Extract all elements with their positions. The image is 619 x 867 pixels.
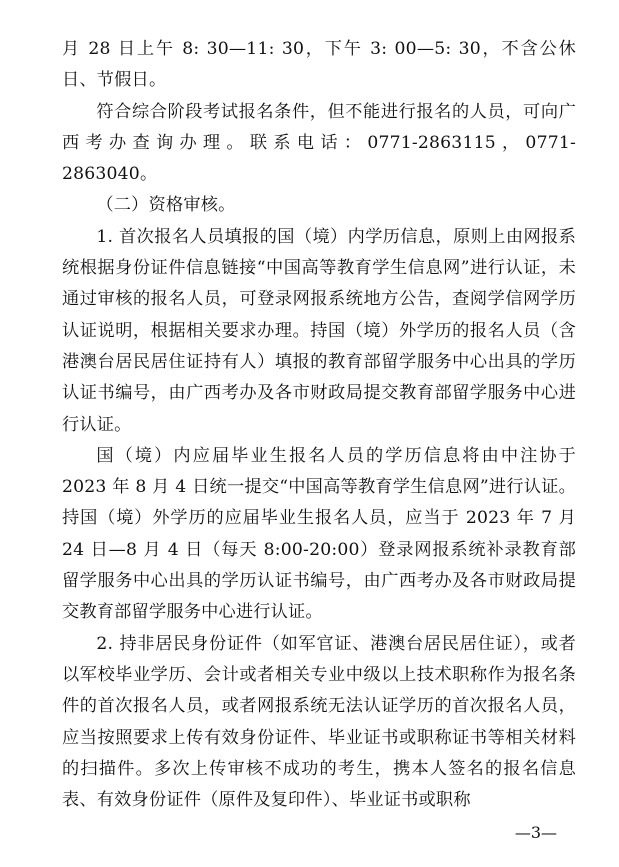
document-body [62, 34, 576, 816]
paragraph-item-2: 2. 持非居民身份证件（如军官证、港澳台居民居住证），或者以军校毕业学历、会计或者相关专业中级以上技术职称作为报名条件的首次报名人员，或者网报系统无法认证学历的首次报名人员，应当按照要求上传有效身份证件、毕业证书或职称证书等相关材料的扫描件。多次上传审核不成功的考生，携本人签名的报名信息表、有效身份证件（原件及复印件）、毕业证书或职称 [62, 633, 576, 811]
paragraph-contact-info: 符合综合阶段考试报名条件，但不能进行报名的人员，可向广西考办查询办理。联系电话：0771-2863115，0771-2863040。 [62, 101, 576, 185]
page-number: —3— [514, 823, 557, 842]
paragraph-fresh-graduates: 国（境）内应届毕业生报名人员的学历信息将由中注协于 2023 年 8 月 4 日统一提交“中国高等教育学生信息网”进行认证。持国（境）外学历的应届毕业生报名人员，应当于 2023 年 7 月 24 日—8 月 4 日（每天 8:00-20:00）登录网报系统补录教育部留学服务中心出具的学历认证书编号，由广西考办及各市财政局提交教育部留学服务中心进行认证。 [62, 445, 576, 623]
paragraph-continuation: 月 28 日上午 8: 30—11: 30，下午 3: 00—5: 30，不含公休日、节假日。 [62, 39, 576, 91]
paragraph-item-1: 1. 首次报名人员填报的国（境）内学历信息，原则上由网报系统根据身份证件信息链接“中国高等教育学生信息网”进行认证，未通过审核的报名人员，可登录网报系统地方公告，查阅学信网学历认证说明，根据相关要求办理。持国（境）外学历的报名人员（含港澳台居民居住证持有人）填报的教育部留学服务中心出具的学历认证书编号，由广西考办及各市财政局提交教育部留学服务中心进行认证。 [62, 226, 576, 435]
section-heading-qualification-review: （二）资格审核。 [96, 195, 236, 216]
